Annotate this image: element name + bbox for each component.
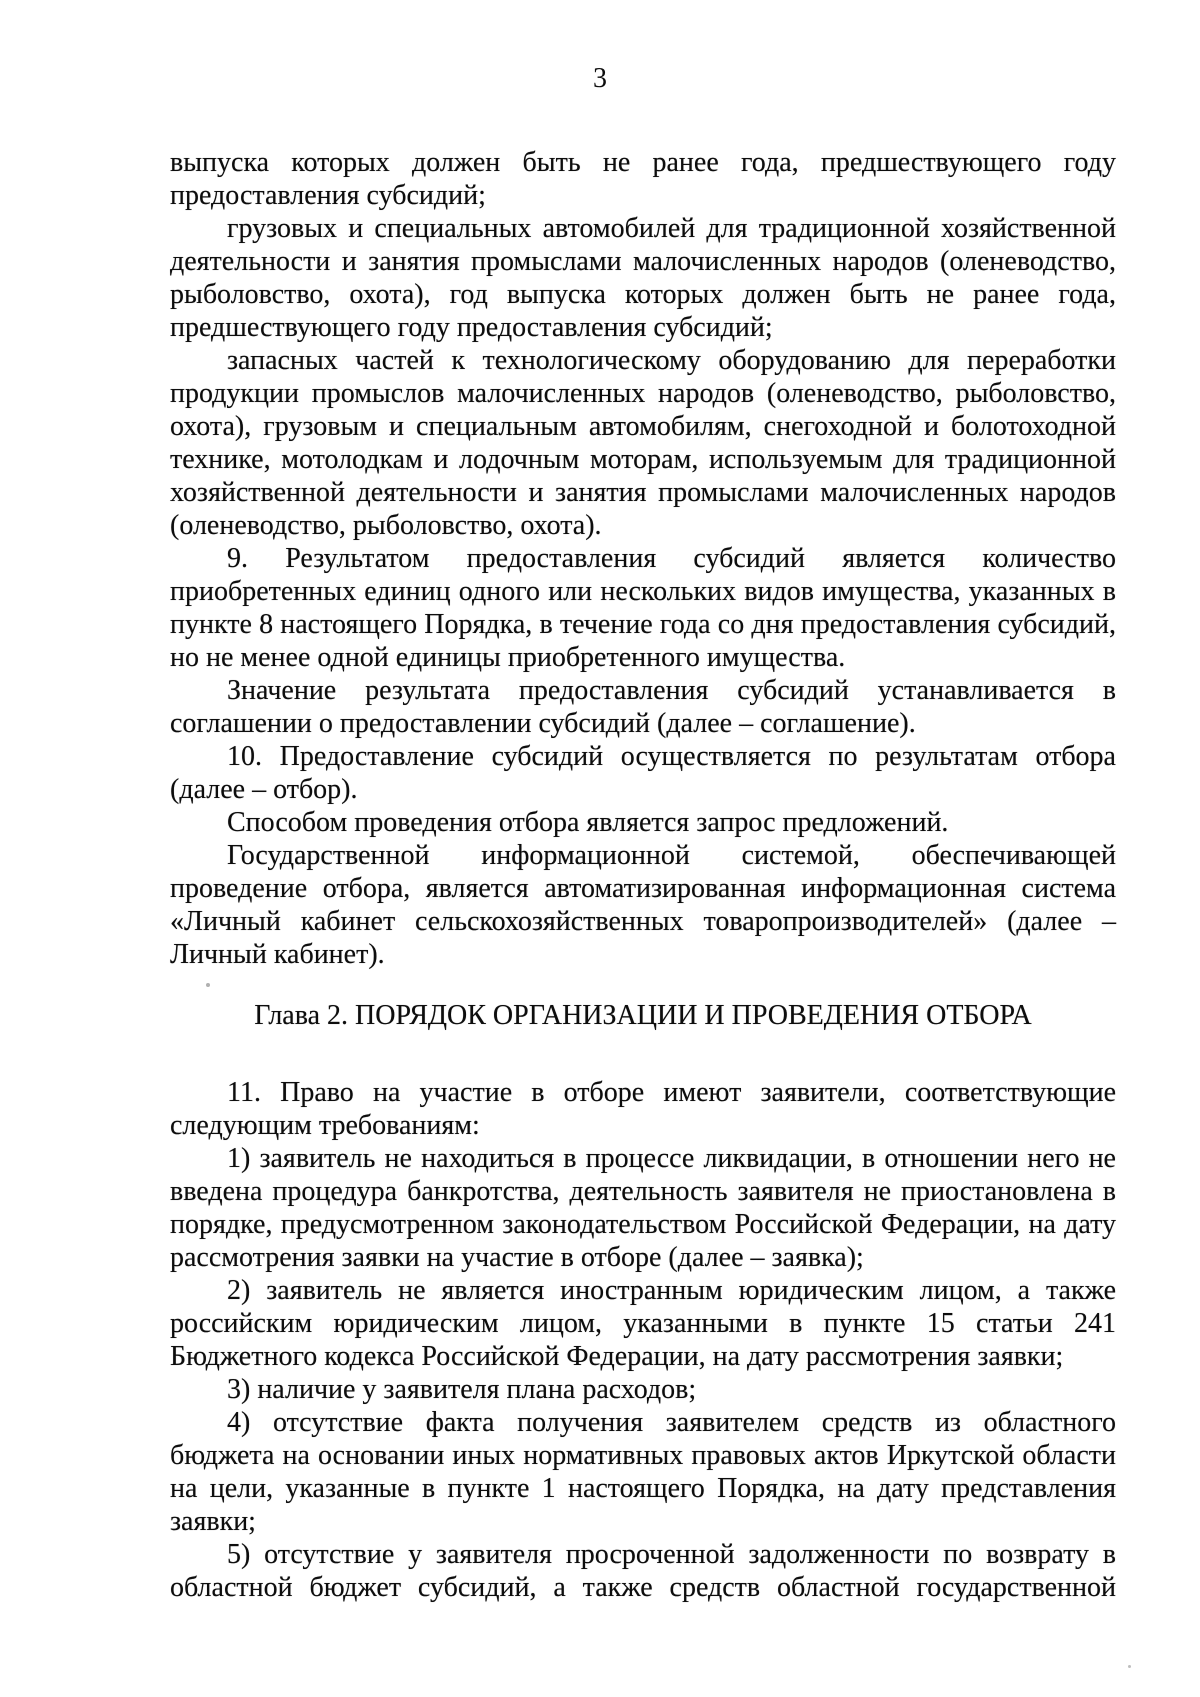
chapter-heading: Глава 2. ПОРЯДОК ОРГАНИЗАЦИИ И ПРОВЕДЕНИЯ ОТБОРА — [254, 1000, 1032, 1031]
paragraph-item-9: 9. Результатом предоставления субсидий является количество приобретенных единиц одного или нескольких видов имущества, указанных в пункте 8 настоящего Порядка, в течение года со дня предоставления субсидий, но не менее одной единицы приобретенного имущества. — [170, 543, 1116, 673]
paragraph-req-1: 1) заявитель не находиться в процессе ликвидации, в отношении него не введена процедура банкротства, деятельность заявителя не приостановлена в порядке, предусмотренном законодательством Российской Федерации, на дату рассмотрения заявки на участие в отборе (далее – заявка); — [170, 1143, 1116, 1273]
scan-speck — [206, 983, 210, 987]
paragraph-info-system: Государственной информационной системой, обеспечивающей проведение отбора, является автоматизированная информационная система «Личный кабинет сельскохозяйственных товаропроизводителей» (далее – Личный кабинет). — [170, 840, 1116, 970]
paragraph-req-4: 4) отсутствие факта получения заявителем средств из областного бюджета на основании иных нормативных правовых актов Иркутской области на цели, указанные в пункте 1 настоящего Порядка, на дату представления заявки; — [170, 1407, 1116, 1537]
scan-speck — [1128, 1665, 1131, 1668]
paragraph-spare-parts: запасных частей к технологическому оборудованию для переработки продукции промыслов малочисленных народов (оленеводство, рыболовство, охота), грузовым и специальным автомобилям, снегоходной и болотоходной технике, мотолодкам и лодочным моторам, используемым для традиционной хозяйственной деятельности и занятия промыслами малочисленных народов (оленеводство, рыболовство, охота). — [170, 345, 1116, 541]
page-number: 3 — [593, 63, 607, 94]
document-body — [170, 146, 1116, 1604]
paragraph-selection-method: Способом проведения отбора является запрос предложений. — [227, 807, 949, 838]
paragraph-req-5: 5) отсутствие у заявителя просроченной задолженности по возврату в областной бюджет субсидий, а также средств областной государственной — [170, 1539, 1116, 1603]
paragraph-result-value: Значение результата предоставления субсидий устанавливается в соглашении о предоставлении субсидий (далее – соглашение). — [170, 675, 1116, 739]
paragraph-req-3: 3) наличие у заявителя плана расходов; — [227, 1374, 697, 1405]
paragraph-continuation: выпуска которых должен быть не ранее года, предшествующего году предоставления субсидий; — [170, 147, 1116, 211]
paragraph-item-11: 11. Право на участие в отборе имеют заявители, соответствующие следующим требованиям: — [170, 1077, 1116, 1141]
paragraph-trucks: грузовых и специальных автомобилей для традиционной хозяйственной деятельности и занятия промыслами малочисленных народов (оленеводство, рыболовство, охота), год выпуска которых должен быть не ранее года, предшествующего году предоставления субсидий; — [170, 213, 1116, 343]
paragraph-req-2: 2) заявитель не является иностранным юридическим лицом, а также российским юридическим лицом, указанными в пункте 15 статьи 241 Бюджетного кодекса Российской Федерации, на дату рассмотрения заявки; — [170, 1275, 1116, 1372]
paragraph-item-10: 10. Предоставление субсидий осуществляется по результатам отбора (далее – отбор). — [170, 741, 1116, 805]
